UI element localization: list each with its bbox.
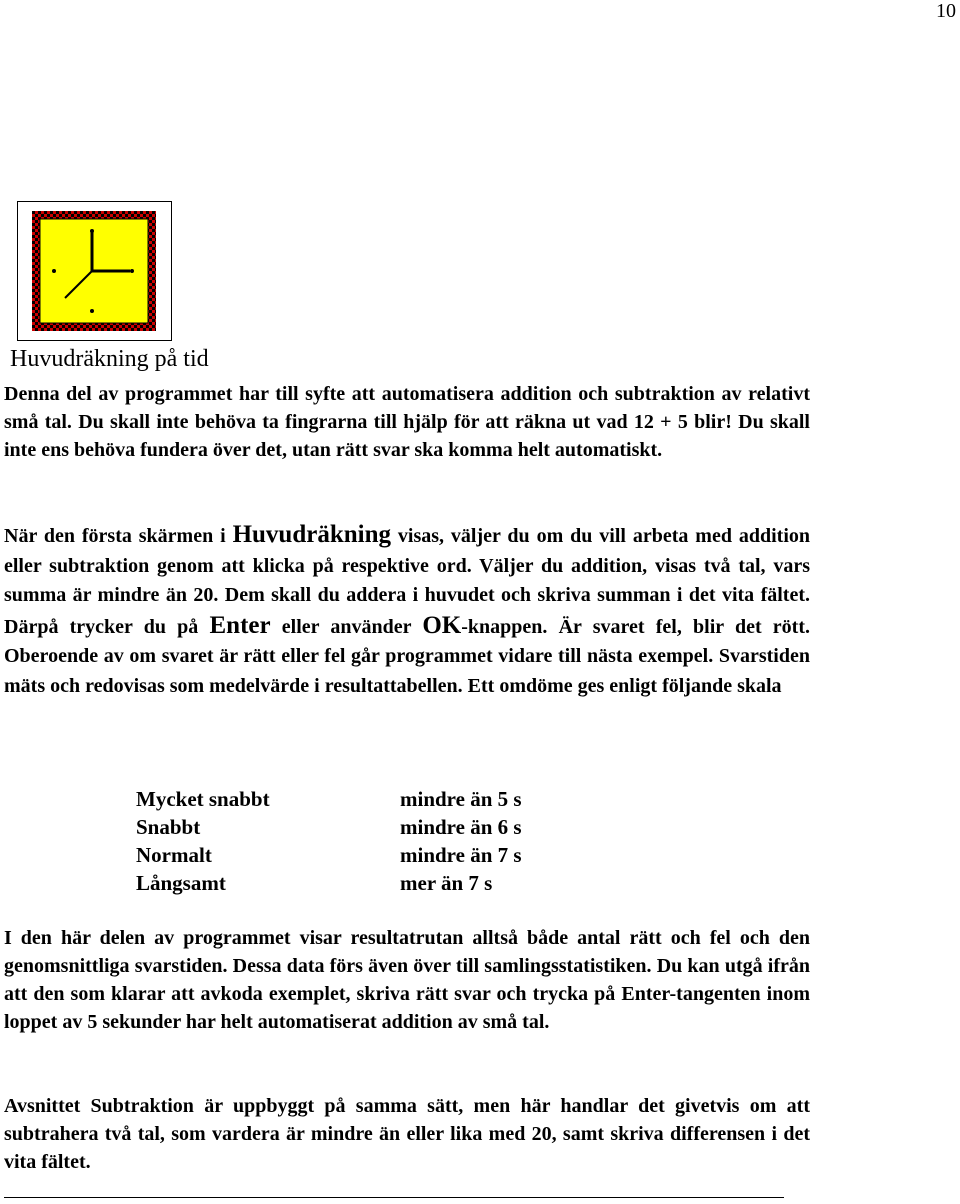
page-number: 10	[936, 0, 956, 22]
scale-label: Långsamt	[136, 871, 226, 895]
instructions-paragraph: När den första skärmen i Huvudräkning visas, väljer du om du vill arbeta med addition eller subtraktion genom att klicka på respektive ord. Väljer du addition, visas två tal, vars summa är mindre än 20. Dem skall du addera i huvudet och skriva summan i det vita fältet. Därpå trycker du på Enter eller använder OK-knappen. Är svaret fel, blir det rött. Oberoende av om svaret är rätt eller fel går programmet vidare till nästa exempel. Svarstiden mäts och redovisas som medelvärde i resultattabellen. Ett omdöme ges enligt följande skala	[4, 521, 811, 697]
scale-value: mindre än 5 s	[400, 787, 522, 811]
page-title: Huvudräkning på tid	[10, 346, 209, 372]
footer-rule	[4, 1197, 784, 1198]
scale-row	[136, 869, 522, 897]
subtraction-paragraph: Avsnittet Subtraktion är uppbyggt på samma sätt, men här handlar det givetvis om att subtrahera två tal, som vardera är mindre än eller lika med 20, samt skriva differensen i det vita fältet.	[4, 1095, 810, 1173]
scale-label: Snabbt	[136, 815, 201, 839]
scale-value: mindre än 6 s	[400, 815, 522, 839]
intro-paragraph: Denna del av programmet har till syfte att automatisera addition och subtraktion av relativt små tal. Du skall inte behöva ta fingrarna till hjälp för att räkna ut vad 12 + 5 blir! Du skall inte ens behöva fundera över det, utan rätt svar ska komma helt automatiskt.	[4, 383, 810, 461]
scale-value: mindre än 7 s	[400, 843, 522, 867]
clock-icon	[32, 211, 156, 331]
scale-label: Mycket snabbt	[136, 787, 270, 811]
rating-scale	[136, 785, 522, 897]
scale-row	[136, 785, 522, 813]
scale-label: Normalt	[136, 843, 212, 867]
clock-icon-frame	[17, 201, 172, 341]
result-paragraph: I den här delen av programmet visar resultatrutan alltså både antal rätt och fel och den genomsnittliga svarstiden. Dessa data förs även över till samlingsstatistiken. Du kan utgå ifrån att den som klarar att avkoda exemplet, skriva rätt svar och trycka på Enter-tangenten inom loppet av 5 sekunder har helt automatiserat addition av små tal.	[4, 927, 810, 1033]
scale-row	[136, 813, 522, 841]
enter-term: Enter	[209, 611, 271, 639]
scale-value: mer än 7 s	[400, 871, 493, 895]
scale-row	[136, 841, 522, 869]
huvudrakning-term: Huvudräkning	[232, 521, 391, 548]
ok-term: OK	[422, 611, 462, 639]
